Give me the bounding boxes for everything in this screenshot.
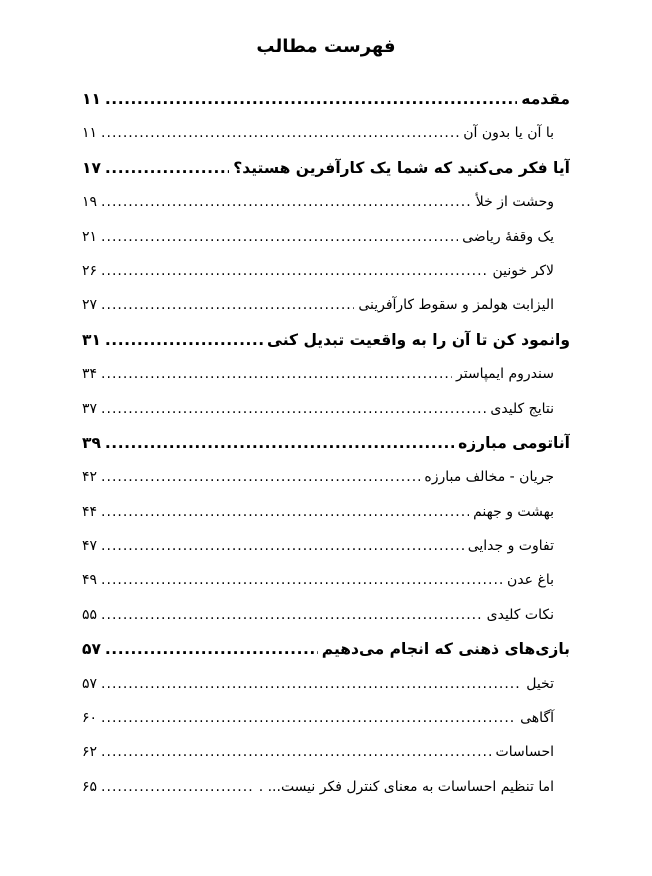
dot-leader [105, 426, 454, 460]
dot-leader [101, 667, 522, 701]
page-number: ۴۲ [82, 469, 98, 486]
dot-leader [101, 357, 452, 391]
entry-title: آگاهی [520, 710, 554, 727]
entry-title: با آن یا بدون آن [463, 125, 554, 142]
dot-leader [101, 392, 486, 426]
dot-leader [101, 254, 488, 288]
entry-title: نکات کلیدی [486, 606, 554, 623]
toc-section-entry[interactable] [82, 563, 570, 597]
page-number: ۴۴ [82, 503, 98, 520]
toc-chapter-entry[interactable] [82, 82, 570, 116]
dot-leader [105, 82, 517, 116]
entry-title: باغ عدن [507, 572, 554, 589]
entry-title: وحشت از خلأ [475, 194, 554, 211]
dot-leader [101, 288, 354, 322]
toc-section-entry[interactable] [82, 495, 570, 529]
toc-section-entry[interactable] [82, 185, 570, 219]
entry-title: آیا فکر می‌کنید که شما یک کارآفرین هستید؟ [233, 158, 570, 177]
dot-leader [101, 460, 420, 494]
toc-chapter-entry[interactable] [82, 151, 570, 185]
toc-section-entry[interactable] [82, 770, 570, 804]
entry-title: احساسات [495, 744, 554, 761]
dot-leader [101, 735, 491, 769]
toc-section-entry[interactable] [82, 254, 570, 288]
toc-chapter-entry[interactable] [82, 323, 570, 357]
page-number: ۱۹ [82, 194, 98, 211]
entry-title: نتایج کلیدی [490, 400, 554, 417]
dot-leader [101, 185, 472, 219]
toc-section-entry[interactable] [82, 529, 570, 563]
toc-section-entry[interactable] [82, 460, 570, 494]
page-number: ۱۱ [82, 90, 101, 108]
page-number: ۴۹ [82, 572, 98, 589]
toc-section-entry[interactable] [82, 220, 570, 254]
entry-title: الیزابت هولمز و سقوط کارآفرینی [358, 297, 554, 314]
page-number: ۵۷ [82, 640, 101, 659]
page-number: ۳۷ [82, 400, 98, 417]
dot-leader [101, 563, 503, 597]
entry-title: یک وقفهٔ ریاضی [462, 228, 554, 245]
toc-section-entry[interactable] [82, 357, 570, 391]
page-number: ۲۷ [82, 297, 98, 314]
dot-leader [101, 495, 469, 529]
entry-title: لاکر خونین [492, 262, 554, 279]
page-number: ۲۶ [82, 262, 98, 279]
toc-section-entry[interactable] [82, 598, 570, 632]
entry-title: مقدمه [521, 90, 570, 108]
dot-leader [105, 323, 263, 357]
page-number: ۱۱ [82, 125, 98, 142]
page-number: ۲۱ [82, 228, 98, 245]
page-number: ۶۲ [82, 744, 98, 761]
dot-leader [101, 529, 464, 563]
page-number: ۳۴ [82, 366, 98, 383]
dot-leader [105, 632, 318, 666]
page-title: فهرست مطالب [256, 36, 396, 57]
toc-section-entry[interactable] [82, 392, 570, 426]
toc-section-entry[interactable] [82, 667, 570, 701]
page-number: ۵۵ [82, 606, 98, 623]
toc-section-entry[interactable] [82, 735, 570, 769]
page-number: ۳۹ [82, 433, 101, 452]
page-number: ۱۷ [82, 158, 101, 177]
dot-leader [101, 701, 516, 735]
entry-title: جریان - مخالف مبارزه [424, 469, 554, 486]
toc-chapter-entry[interactable] [82, 426, 570, 460]
entry-title: بهشت و جهنم [473, 503, 554, 520]
dot-leader [101, 116, 459, 150]
page-number: ۶۵ [82, 778, 98, 795]
entry-title: آناتومی مبارزه [458, 433, 570, 452]
table-of-contents [82, 82, 570, 804]
entry-title: وانمود کن تا آن را به واقعیت تبدیل کنی [267, 330, 570, 349]
page-number: ۳۱ [82, 330, 101, 349]
entry-title: تفاوت و جدایی [467, 538, 554, 555]
dot-leader [105, 151, 229, 185]
entry-title: اما تنظیم احساسات به معنای کنترل فکر نیست... . [258, 778, 554, 795]
toc-section-entry[interactable] [82, 116, 570, 150]
entry-title: سندروم ایمپاستر [456, 366, 554, 383]
dot-leader [101, 220, 458, 254]
entry-title: تخیل [526, 675, 554, 692]
entry-title: بازی‌های ذهنی که انجام می‌دهیم [321, 640, 570, 659]
toc-section-entry[interactable] [82, 701, 570, 735]
page-number: ۶۰ [82, 710, 98, 727]
toc-chapter-entry[interactable] [82, 632, 570, 666]
dot-leader [101, 598, 483, 632]
toc-section-entry[interactable] [82, 288, 570, 322]
page-number: ۴۷ [82, 538, 98, 555]
dot-leader [101, 770, 255, 804]
page-number: ۵۷ [82, 675, 98, 692]
